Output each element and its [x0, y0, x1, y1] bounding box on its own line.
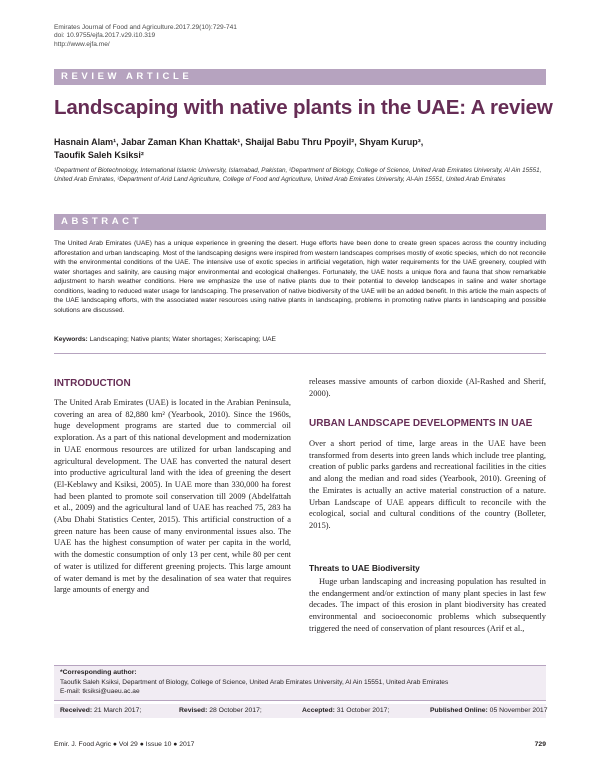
continuation-text: releases massive amounts of carbon dioxide (Al-Rashed and Sherif, 2000). [309, 377, 546, 398]
journal-citation: Emirates Journal of Food and Agriculture.2017.29(10):729-741 [54, 24, 237, 31]
accepted-date: Accepted: 31 October 2017; [302, 707, 390, 714]
threats-subheading: Threats to UAE Biodiversity [309, 563, 420, 573]
article-dates [54, 704, 546, 718]
author-line-2: Taoufik Saleh Ksiksi² [54, 149, 144, 160]
corr-email[interactable]: E-mail: tksiksi@uaeu.ac.ae [60, 688, 140, 695]
published-date: Published Online: 05 November 2017 [430, 707, 548, 714]
abstract-text: The United Arab Emirates (UAE) has a unique experience in greening the desert. Huge efforts have been done to create green spaces across the country including afforestation and urban landscaping. Most of the landscaping designs were inspired from western landscapes comprises mostly of exotic species, which do not reconcile with the environmental conditions of the UAE. The intensive use of exotic species in artificial vegetation, high water requirements for the UAE greenery, coupled with water shortages and salinity, are causing major environmental and ecological challenges. Fortunately, the UAE hosts a unique flora and fauna that show remarkable adjustment to harsh weather conditions. Here we emphasize the use of native plants due to their potential to develop landscapes in saline and water shortage conditions, leading to reduced water usage for landscaping. The preservation of native biodiversity of the UAE will be an added benefit. In this article the main aspects of the UAE landscaping efforts, with the associated water resources using native plants in landscaping, problems in promoting native plants in landscaping and possible solutions are discussed. [54, 240, 546, 314]
affiliations: ¹Department of Biotechnology, International Islamic University, Islamabad, Pakistan, ²Department of Biology, College of Science, United Arab Emirates University, Al Ain 15551, United Arab Emirates, ³Department of Arid Land Agriculture, College of Food and Agriculture, United Arab Emirates University, Al-Ain 15551, United Arab Emirates [54, 167, 542, 183]
intro-heading: INTRODUCTION [54, 378, 131, 389]
journal-meta [54, 24, 237, 49]
journal-url[interactable]: http://www.ejfa.me/ [54, 40, 110, 48]
section-divider [54, 353, 546, 354]
threats-text: Huge urban landscaping and increasing population has resulted in the endangerment and/or extinction of many plant species in last few decades. The impact of this erosion in plant biodiversity has created environmental and socioeconomic problems which subsequently triggered the need of conservation of plant resources (Arif et al., [309, 577, 546, 633]
author-list [54, 136, 546, 161]
footer-citation: Emir. J. Food Agric ● Vol 29 ● Issue 10 ● 2017 [54, 741, 195, 748]
author-line-1: Hasnain Alam¹, Jabar Zaman Khan Khattak¹, Shaijal Babu Thru Ppoyil², Shyam Kurup³, [54, 137, 424, 147]
page-number: 729 [534, 741, 546, 748]
doi[interactable]: doi: 10.9755/ejfa.2017.v29.i10.319 [54, 32, 156, 40]
abstract-heading: ABSTRACT [61, 216, 143, 227]
article-type-banner [54, 69, 546, 85]
urban-heading: URBAN LANDSCAPE DEVELOPMENTS IN UAE [309, 418, 533, 429]
corr-address: Taoufik Saleh Ksiksi, Department of Biology, College of Science, United Arab Emirates University, Al Ain 15551, United Arab Emirates [60, 679, 449, 686]
abstract-banner [54, 214, 546, 230]
received-date: Received: 21 March 2017; [60, 707, 142, 714]
article-title: Landscaping with native plants in the UAE: A review [54, 96, 553, 119]
keywords-list: Landscaping; Native plants; Water shortages; Xeriscaping; UAE [89, 336, 276, 343]
page-footer [54, 741, 546, 753]
intro-text: The United Arab Emirates (UAE) is located in the Arabian Peninsula, covering an area of 82,880 km² (Yearbook, 2010). Since the 1960s, huge development programs are started due to commercial oil exploration. As a part of this national development and modernization in UAE enormous resources are utilized for urban landscaping and agricultural development. The UAE has converted the natural desert into productive agricultural land with the idea of greening the desert (El-Keblawy and Ksiksi, 2005). In UAE more than 330,000 ha forest had been planted to promote soil conservation till 2009 (Abdelfattah et al., 2009) and the agricultural land of UAE has reached 75, 283 ha (Abu Dhabi Statistics Center, 2015). This artificial construction of a green nature has been cause of many environmental issues also. The UAE has the highest consumption of water per capita in the world, with the domestic consumption of only 13 per cent, while 80 per cent of water is utilized for different greening projects. This large amount of water demand is met by the desalination of sea water that requires large amounts of energy and [54, 398, 291, 595]
urban-text: Over a short period of time, large areas in the UAE have been transformed from deserts into green lands which include tree planting, creation of public parks gardens and recreational facilities in the cities and along the median and road sides (Yearbook, 2010). Greening of the Emirates is actually an active material construction of a nature. Urban Landscape of UAE appears difficult to reconcile with the ecological, social and cultural conditions of the country (Bolleter, 2015). [309, 439, 546, 530]
corr-label: *Corresponding author: [60, 669, 137, 676]
article-type: REVIEW ARTICLE [61, 71, 193, 82]
keywords [54, 335, 546, 344]
corresponding-author-box [54, 665, 546, 701]
revised-date: Revised: 28 October 2017; [179, 707, 262, 714]
keywords-label: Keywords: [54, 336, 88, 343]
